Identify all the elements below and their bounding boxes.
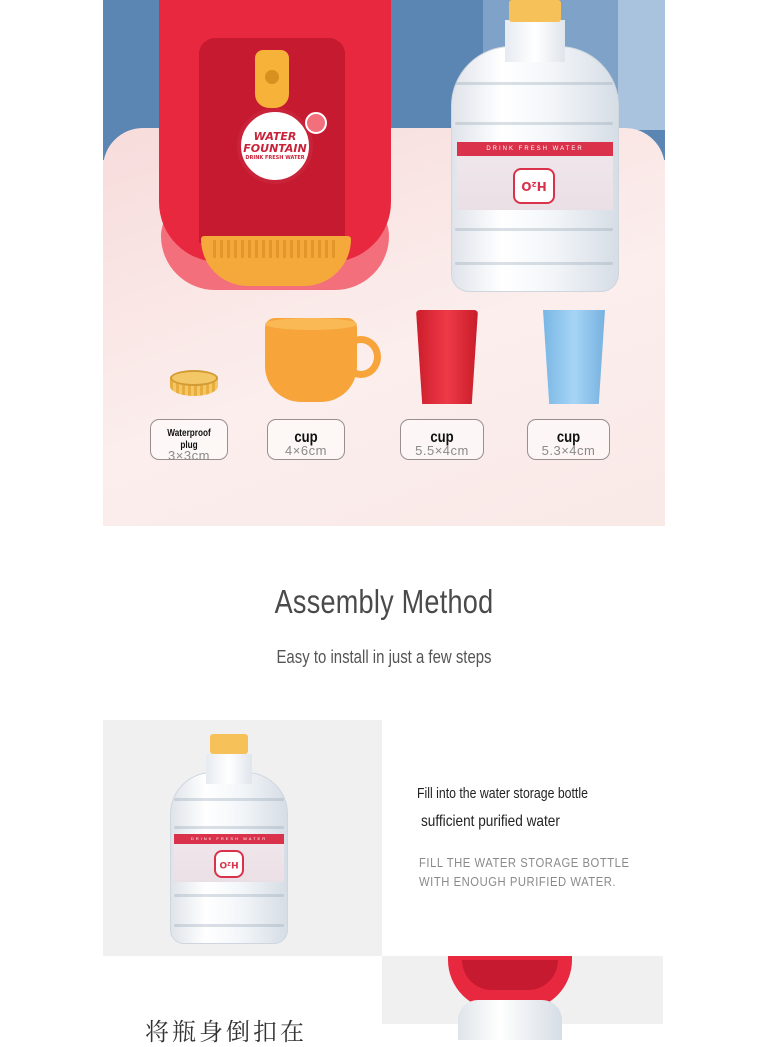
tap-icon xyxy=(255,50,289,108)
bottle-label: DRINK FRESH WATER H₂O xyxy=(174,834,284,882)
step1-subtitle: sufficient purified water xyxy=(421,813,560,830)
orange-mug xyxy=(265,318,385,404)
step2-title: 将瓶身倒扣在 xyxy=(145,1018,307,1046)
step1-text xyxy=(382,720,665,956)
step1-image xyxy=(103,720,382,956)
bottle-label: DRINK FRESH WATER H₂O xyxy=(457,142,613,210)
water-bottle xyxy=(170,734,288,944)
bottle-cap xyxy=(509,0,561,22)
blue-cup xyxy=(543,310,605,404)
water-bottle xyxy=(451,0,619,292)
water-bottle xyxy=(458,1000,562,1040)
waterproof-plug xyxy=(170,370,218,398)
red-cup xyxy=(416,310,478,404)
section-title: Assembly Method xyxy=(274,583,494,620)
part-label: Waterproof plug 3×3cm xyxy=(150,419,228,460)
step1-title: Fill into the water storage bottle xyxy=(417,785,588,802)
water-dispenser-toy xyxy=(159,0,391,295)
step2-image xyxy=(382,956,663,1024)
part-label: cup 5.3×4cm xyxy=(527,419,610,460)
section-subtitle: Easy to install in just a few steps xyxy=(276,647,492,667)
bottle-cap xyxy=(210,734,248,754)
water-fountain-logo: WATER FOUNTAIN DRINK FRESH WATER xyxy=(237,108,313,184)
step2-text xyxy=(103,956,382,1046)
step1-caption: FILL THE WATER STORAGE BOTTLE WITH ENOUGH PURIFIED WATER. xyxy=(419,856,630,889)
part-label: cup 5.5×4cm xyxy=(400,419,484,460)
product-hero-image xyxy=(103,0,665,526)
part-label: cup 4×6cm xyxy=(267,419,345,460)
